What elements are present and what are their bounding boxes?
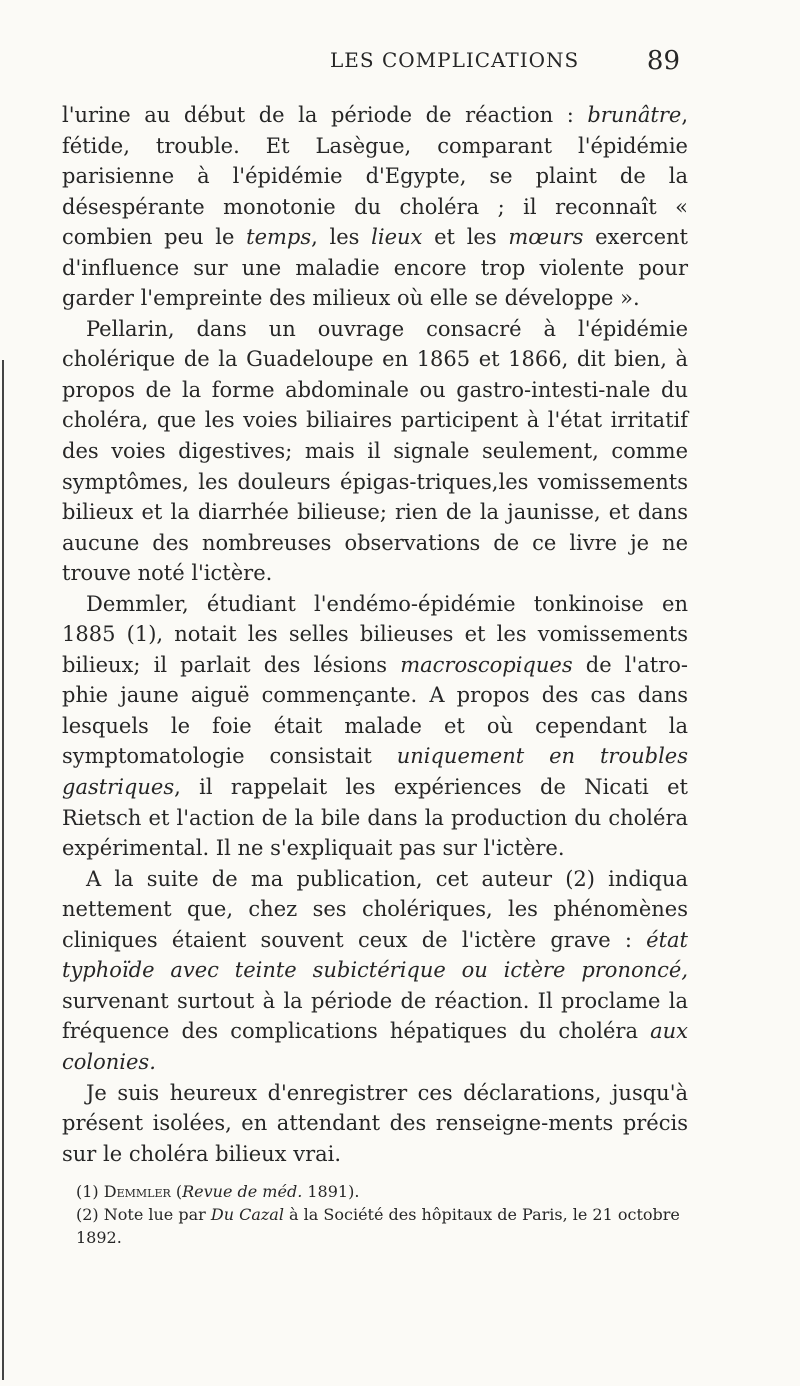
emphasis: temps [246, 225, 312, 250]
emphasis: brunâtre [587, 103, 682, 127]
paragraph-3: Demmler, étudiant l'endémo-épidémie tonkinoise en 1885 (1), notait les selles bilieuses et les vomissements bilieux; il parlait des lésions macroscopiques de l'atro-phie jaune aiguë commençante. A propos des cas dans lesquels le foie était malade et où cependant la symptomatologie consistait uniquement en troubles gastriques, il rappelait les expériences de Nicati et Rietsch et l'action de la bile dans la production du choléra expérimental. Il ne s'expliquait pas sur l'ictère. [62, 591, 688, 861]
emphasis: macroscopiques [400, 652, 573, 677]
paragraph-2: Pellarin, dans un ouvrage consacré à l'épidémie cholérique de la Guadeloupe en 1865 et 1866, dit bien, à propos de la forme abdominale ou gastro-intesti-nale du choléra, que les voies biliaires participent à l'état irritatif des voies digestives; mais il signale seulement, comme symptômes, les douleurs épigas-triques,les vomissements bilieux et la diarrhée bilieuse; rien de la jaunisse, et dans aucune des nombreuses observations de ce livre je ne trouve noté l'ictère. [62, 316, 688, 586]
emphasis: uniquement en troubles gastriques [62, 744, 688, 800]
page-edge-shadow [2, 360, 4, 1380]
footnote-2: (2) Note lue par Du Cazal à la Société des hôpitaux de Paris, le 21 octobre 1892. [76, 1205, 680, 1247]
body-text [62, 100, 688, 1169]
paragraph-5: Je suis heureux d'enregistrer ces déclarations, jusqu'à présent isolées, en attendant des renseigne-ments précis sur le choléra bilieux vrai. [62, 1080, 688, 1166]
page-number: 89 [646, 46, 680, 76]
emphasis: lieux [371, 225, 423, 250]
footnote-author: Demmler [103, 1182, 171, 1201]
emphasis: Revue de méd. [182, 1182, 303, 1201]
paragraph-4: A la suite de ma publication, cet auteur (2) indiqua nettement que, chez ses cholériques, les phénomènes cliniques étaient souvent ceux de l'ictère grave : état typhoïde avec teinte subictérique ou ictère prononcé, survenant surtout à la période de réaction. Il proclame la fréquence des complications hépatiques du choléra aux colonies. [62, 866, 688, 1074]
running-title: LES COMPLICATIONS [330, 48, 580, 72]
paragraph-1: l'urine au début de la période de réaction : brunâtre, fétide, trouble. Et Lasègue, comparant l'épidémie parisienne à l'épidémie d'Egypte, se plaint de la désespérante monotonie du choléra ; il reconnaît « combien peu le temps, les lieux et les mœurs exercent d'influence sur une maladie encore trop violente pour garder l'empreinte des milieux où elle se développe ». [62, 103, 688, 311]
emphasis: aux colonies. [62, 1019, 688, 1074]
emphasis: mœurs [508, 225, 584, 250]
page-header [250, 42, 680, 82]
emphasis: état typhoïde avec teinte subictérique ou ictère prononcé, [62, 927, 688, 983]
footnote-1: (1) Demmler (Revue de méd. 1891). [76, 1182, 360, 1201]
emphasis: Du Cazal [210, 1205, 284, 1224]
footnotes [62, 1180, 688, 1249]
